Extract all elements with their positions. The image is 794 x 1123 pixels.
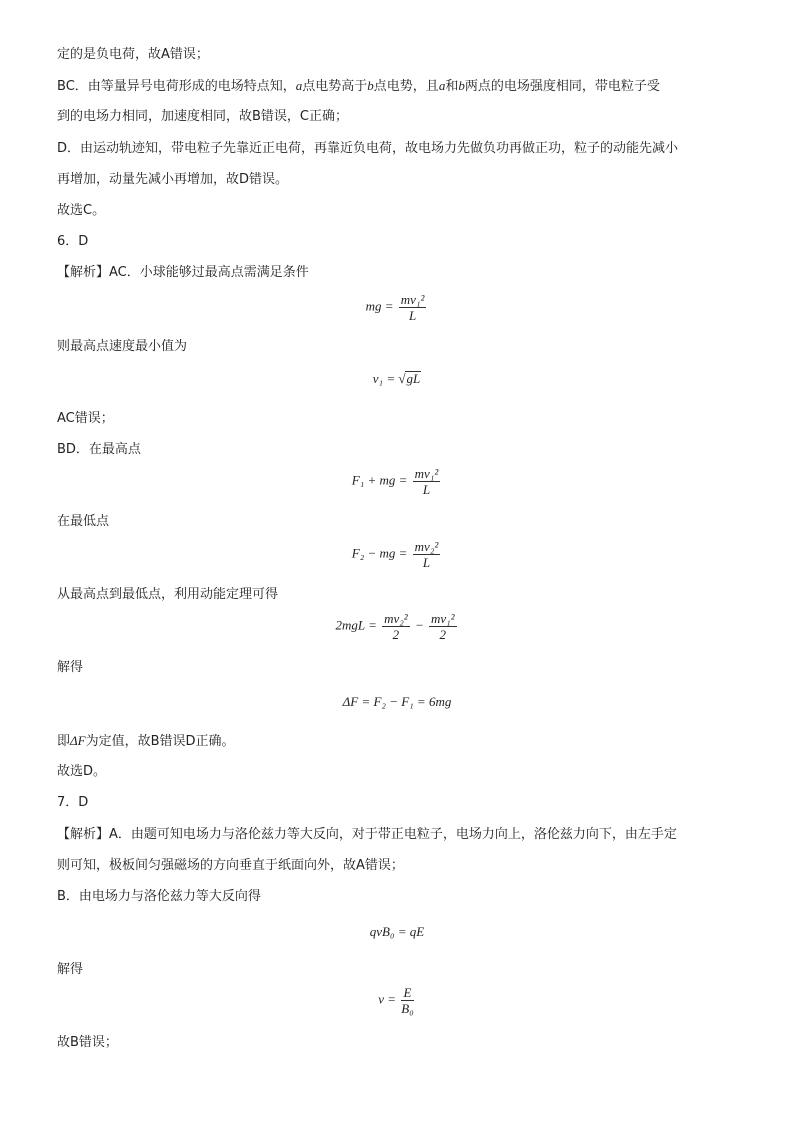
text-segment: 两点的电场强度相同，带电粒子受	[464, 79, 660, 94]
equation-1	[0, 292, 794, 323]
analysis-heading: 【解析】AC．小球能够过最高点需满足条件	[57, 265, 309, 280]
fraction-numerator: mv₁²	[414, 466, 439, 481]
eq-lhs: F₁ + mg =	[351, 472, 408, 488]
fraction	[429, 611, 457, 642]
equation-5	[0, 611, 794, 642]
text-line: 则最高点速度最小值为	[57, 339, 188, 354]
var-b: b	[367, 78, 374, 93]
text-segment: 和	[445, 79, 459, 94]
text-line: BD．在最高点	[57, 442, 141, 457]
text-line: 在最低点	[57, 514, 110, 529]
fraction-numerator: mv₂²	[414, 539, 439, 554]
fraction-denominator: 2	[392, 627, 400, 642]
fraction-denominator: B₀	[401, 1001, 414, 1016]
radicand: gL	[406, 371, 421, 386]
minus-operator: −	[414, 617, 424, 633]
text-line: 再增加，动量先减小再增加，故D错误。	[57, 172, 289, 187]
fraction-denominator: L	[408, 308, 417, 323]
fraction	[413, 539, 441, 570]
text-line: 从最高点到最低点，利用动能定理可得	[57, 587, 279, 602]
fraction-denominator: L	[422, 555, 431, 570]
text-line: 故B错误；	[57, 1035, 118, 1050]
question-number: 6．D	[57, 234, 89, 249]
eq-lhs: mg =	[365, 298, 394, 314]
sqrt-symbol: √	[398, 371, 406, 386]
text-segment: 点电势，且	[373, 79, 439, 94]
text-line: 故选C。	[57, 203, 106, 218]
fraction-numerator: mv₂²	[384, 611, 408, 626]
text-line: D．由运动轨迹知，带电粒子先靠近正电荷，再靠近负电荷，故电场力先做负功再做正功，粒子的动能先减小	[57, 141, 679, 156]
fraction-numerator: E	[401, 985, 413, 1001]
eq-lhs: v₁ =	[372, 371, 396, 386]
fraction-denominator: L	[422, 482, 431, 497]
text-line	[57, 732, 235, 751]
var-delta-f: ΔF	[70, 733, 86, 748]
equation-3	[0, 466, 794, 497]
equation-7: qvB₀ = qE	[369, 924, 425, 939]
text-line: B．由电场力与洛伦兹力等大反向得	[57, 889, 261, 904]
eq-lhs: 2mgL =	[335, 617, 377, 633]
text-segment: 即	[57, 734, 71, 749]
fraction-numerator: mv₁²	[430, 611, 455, 626]
analysis-heading: 【解析】A．由题可知电场力与洛伦兹力等大反向，对于带正电粒子，电场力向上，洛伦兹力向下，由左手定	[57, 827, 677, 842]
var-a: a	[295, 78, 303, 93]
text-line: 解得	[57, 962, 84, 977]
text-line	[57, 77, 660, 96]
fraction	[401, 985, 413, 1016]
equation-8	[0, 985, 794, 1016]
var-b: b	[458, 78, 465, 93]
fraction	[399, 292, 427, 323]
fraction-denominator: 2	[439, 627, 446, 642]
fraction	[382, 611, 410, 642]
text-segment: BC．由等量异号电荷形成的电场特点知，	[57, 79, 296, 94]
text-segment: 点电势高于	[302, 79, 368, 94]
equation-4	[0, 539, 794, 570]
text-line: AC错误；	[57, 411, 114, 426]
fraction-numerator: mv₁²	[400, 292, 425, 307]
text-segment: 为定值，故B错误D正确。	[85, 734, 235, 749]
text-line: 则可知，极板间匀强磁场的方向垂直于纸面向外，故A错误；	[57, 858, 404, 873]
text-line: 定的是负电荷，故A错误；	[57, 47, 209, 62]
fraction	[413, 466, 441, 497]
text-line: 到的电场力相同，加速度相同，故B错误，C正确；	[57, 109, 348, 124]
text-line: 解得	[57, 660, 84, 675]
eq-lhs: v =	[378, 991, 397, 1007]
var-a: a	[438, 78, 446, 93]
question-number: 7．D	[57, 795, 89, 810]
equation-2	[0, 371, 794, 387]
eq-lhs: F₂ − mg =	[351, 545, 408, 561]
text-line: 故选D。	[57, 764, 107, 779]
equation-6: ΔF = F₂ − F₁ = 6mg	[342, 694, 452, 709]
